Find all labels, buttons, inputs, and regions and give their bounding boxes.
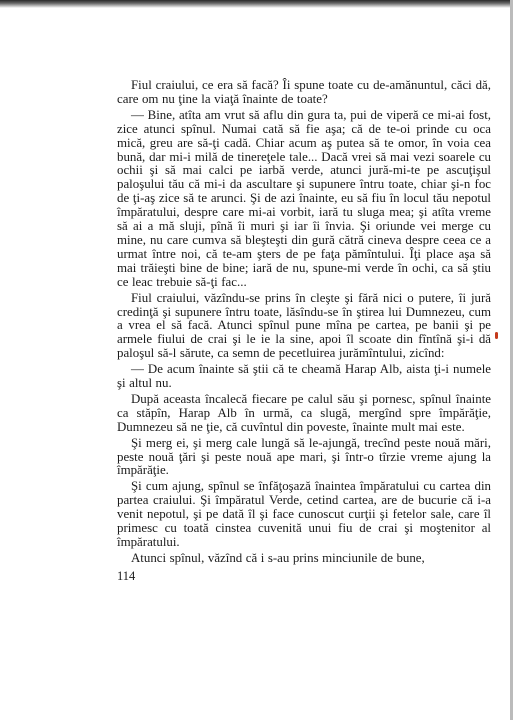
paragraph: Şi merg ei, şi merg cale lungă să le-ajungă, trecînd peste nouă mări, peste nouă ţări şi peste nouă ape mari, şi într-o tîrzie vreme ajung la împărăţie. — [117, 435, 491, 478]
paragraph: Fiul craiului, ce era să facă? Îi spune toate cu de-amănuntul, căci dă, care om nu ţine la viaţă înainte de toate? — [117, 78, 491, 106]
paragraph: Fiul craiului, văzîndu-se prins în cleşte şi fără nici o putere, îi jură credinţă şi supunere întru toate, lăsîndu-se în ştirea lui Dumnezeu, cum a vrea el să facă. Atunci spînul pune mîna pe cartea, pe banii şi pe armele fiului de crai şi le ie la sine, apoi îl scoate din fîntînă şi-i dă paloşul să-l sărute, ca semn de pecetluirea jurămîntului, zicînd: — [117, 290, 491, 361]
ink-speck-mark — [495, 332, 498, 339]
paragraph: — Bine, atîta am vrut să aflu din gura ta, pui de viperă ce mi-ai fost, zice atunci spînul. Numai cată să fie aşa; că de te-oi prinde cu oca mică, greu are să-ţi cadă. Chiar acum aş putea să te omor, în voia cea bună, dar mi-i milă de tinereţele tale... Dacă vrei să mai vezi soarele cu ochii şi să mai calci pe iarbă verde, atunci jură-mi-te pe ascuţişul paloşului tău că mi-i da ascultare şi supunere întru toate, chiar şi-n foc de ţi-aş zice să te arunci. Şi de azi înainte, eu să fiu în locul tău nepotul împăratului, despre care mi-ai vorbit, iară tu sluga mea; şi atîta vreme să ai a mă sluji, pînă îi muri şi iar îi învia. Şi oriunde vei merge cu mine, nu care cumva să bleşteşti din gură cătră cineva despre ceea ce a urmat între noi, că te-am şters de pe faţa pămîntului. Îţi place aşa să mai trăieşti bine de bine; iară de nu, spune-mi verde în ochi, ca să ştiu ce leac trebuie să-ţi fac... — [117, 107, 491, 289]
paragraph: — De acum înainte să ştii că te cheamă Harap Alb, aista ţi-i numele şi altul nu. — [117, 362, 491, 391]
paragraph: Atunci spînul, văzînd că i s-au prins minciunile de bune, — [131, 550, 425, 565]
book-page-text — [117, 79, 491, 568]
paragraph: Şi cum ajung, spînul se înfăţoşază înaintea împăratului cu cartea din partea craiului. Şi împăratul Verde, cetind cartea, are de bucurie că i-a venit nepotul, şi pe dată îl şi face cunoscut curţii şi fetelor sale, care îl primesc cu toată cinstea cuvenită unui fiu de crai şi moştenitor al împăratului. — [117, 479, 491, 549]
page-number: 114 — [117, 569, 136, 583]
scan-shadow-top — [0, 0, 513, 8]
paragraph: După aceasta încalecă fiecare pe calul său şi pornesc, spînul înainte ca stăpîn, Harap Alb în urmă, ca slugă, mergînd spre împărăţie, Dumnezeu să ne ţie, că cuvîntul din poveste, înainte mult mai este. — [117, 391, 491, 434]
